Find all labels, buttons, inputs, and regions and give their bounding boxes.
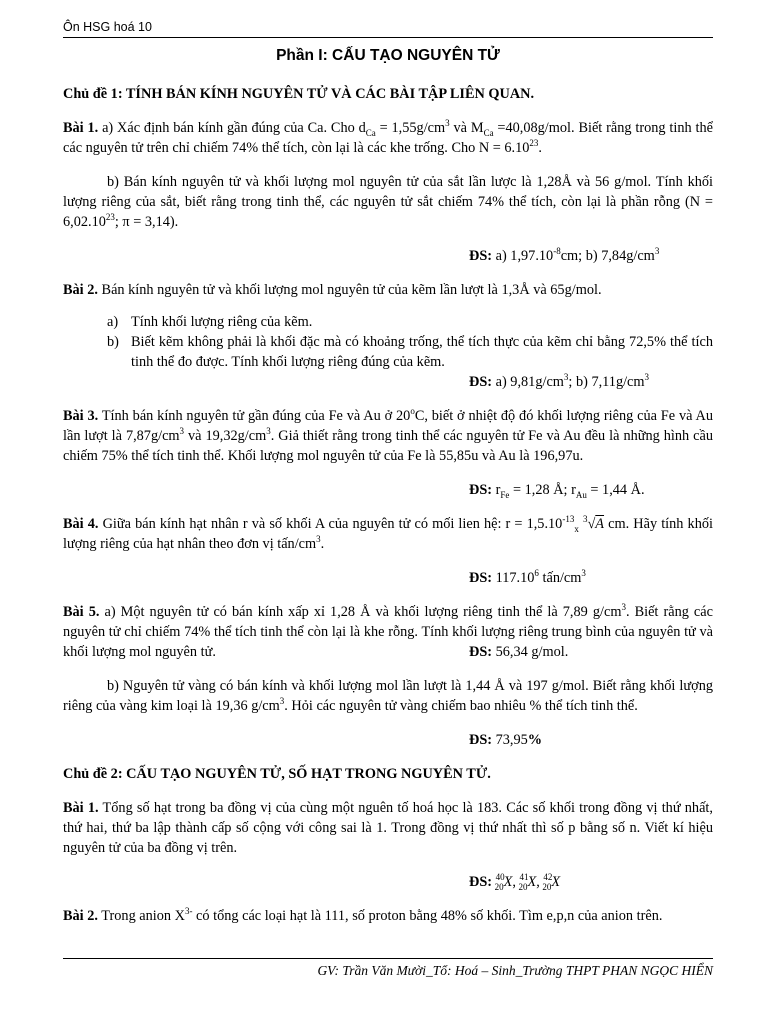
list-item [63, 312, 713, 332]
exercise-2: Bài 2. Bán kính nguyên tử và khối lượng mol nguyên tử của kẽm lần lượt là 1,3Å và 65g/mol. [63, 282, 602, 298]
list-item-text: Tính khối lượng riêng của kẽm. [131, 314, 313, 330]
exercise-5a-answer: ĐS: 56,34 g/mol. [469, 644, 569, 660]
exercise-2-list [63, 312, 713, 372]
page-header: Ôn HSG hoá 10 [63, 18, 713, 38]
list-item [63, 332, 713, 372]
page-footer: GV: Trần Văn Mười_Tổ: Hoá – Sinh_Trường THPT PHAN NGỌC HIỂN [63, 958, 713, 983]
document-body [63, 46, 713, 940]
exercise-5b-answer: ĐS: 73,95% [469, 732, 543, 748]
exercise-3: Bài 3. Tính bán kính nguyên tử gần đúng của Fe và Au ở 20$^o$C, biết ở nhiệt độ đó khối lượng riêng của Fe và Au lần lượt là $7,87g/cm^3$ và $19,32g/cm^3$. Giả thiết rằng trong tinh thể các nguyên tử Fe và Au đều là những hình cầu chiếm 75% thể tích tinh thể. Khối lượng mol nguyên tử của Fe là 55,85u và Au là 196,97u. [63, 406, 713, 464]
topic-2-heading: Chủ đề 2: CẤU TẠO NGUYÊN TỬ, SỐ HẠT TRONG NGUYÊN TỬ. [63, 766, 491, 782]
list-marker: a) [107, 314, 119, 330]
exercise-5-part-a: Bài 5. a) Một nguyên tử có bán kính xấp xỉ 1,28 Å và khối lượng riêng tinh thể là 7,89 $g/cm^3$. Biết rằng các nguyên tử chỉ chiếm 74% thể tích tinh thể còn lại là khe rỗng. Tính khối lượng riêng trung bình của nguyên tử và khối lượng mol nguyên tử. [63, 602, 713, 660]
exercise-1-answer: ĐS: a) $1,97.10^{-8}cm$; b) $7,84g/cm^3$ [469, 246, 660, 264]
topic-2-exercise-1: Bài 1. Tổng số hạt trong ba đồng vị của cùng một nguên tố hoá học là 183. Các số khối trong đồng vị thứ nhất, thứ hai, thứ ba lập thành cấp số cộng với công sai là 1. Trong đồng vị thứ nhất thì số p bằng số n. Viết kí hiệu nguyên tử của ba đồng vị trên. [63, 800, 713, 856]
topic-2-exercise-1-answer: ĐS: $^{40}_{20}$X, $^{41}_{20}$X, $^{42}_{20}$X [469, 872, 561, 892]
page-title: Phần I: CẤU TẠO NGUYÊN TỬ [276, 47, 500, 64]
exercise-2-answer: ĐS: a) $9,81g/cm^3$; b) $7,11g/cm^3$ [469, 372, 650, 390]
exercise-4: Bài 4. Giữa bán kính hạt nhân r và số khối A của nguyên tử có mối lien hệ: $r = 1,5.10^{-13}_x$ $^3$√A cm. Hãy tính khối lượng riêng của hạt nhân theo đơn vị tấn/$cm^3$. [63, 514, 713, 552]
topic-2-exercise-2: Bài 2. Trong anion $X^{3-}$ có tổng các loại hạt là 111, số proton bằng 48% số khối. Tìm e,p,n của anion trên. [63, 906, 663, 924]
list-marker: b) [107, 334, 119, 350]
topic-1-heading: Chủ đề 1: TÍNH BÁN KÍNH NGUYÊN TỬ VÀ CÁC BÀI TẬP LIÊN QUAN. [63, 86, 535, 102]
list-item-text: Biết kẽm không phải là khối đặc mà có khoảng trống, thể tích thực của kẽm chỉ bằng 72,5% thể tích tinh thể đo được. Tính khối lượng riêng đúng của kẽm. [131, 334, 713, 370]
exercise-1-part-b: b) Bán kính nguyên tử và khối lượng mol nguyên tử của sắt lần lược là 1,28Å và 56 g/mol. Tính khối lượng riêng của sắt, biết rằng trong tinh thể, các nguyên tử sắt chiếm 74% thể tích, còn lại là phần rỗng ($N = 6,02.10^{23}$; π = 3,14). [63, 174, 713, 230]
exercise-5-part-b: b) Nguyên tử vàng có bán kính và khối lượng mol lần lượt là 1,44 Å và 197 g/mol. Biết rằng khối lượng riêng của vàng kim loại là 19,36 $g/cm^3$. Hỏi các nguyên tử vàng chiếm bao nhiêu % thể tích tinh thể. [63, 678, 713, 714]
exercise-1-part-a: Bài 1. a) Xác định bán kính gần đúng của Ca. Cho $d_{Ca} = 1,55g/cm^3$ và $M_{Ca} =40,08g/mol$. Biết rằng trong tinh thể các nguyên tử trên chỉ chiếm 74% thể tích, còn lại là các khe trống. Cho $N = 6.10^{23}$. [63, 118, 713, 156]
exercise-4-answer: ĐS: 117.10$^6$ tấn/$cm^3$ [469, 568, 586, 586]
exercise-3-answer: ĐS: $r_{Fe} = 1,28$ Å; $r_{Au} = 1,44$ Å. [469, 482, 645, 500]
